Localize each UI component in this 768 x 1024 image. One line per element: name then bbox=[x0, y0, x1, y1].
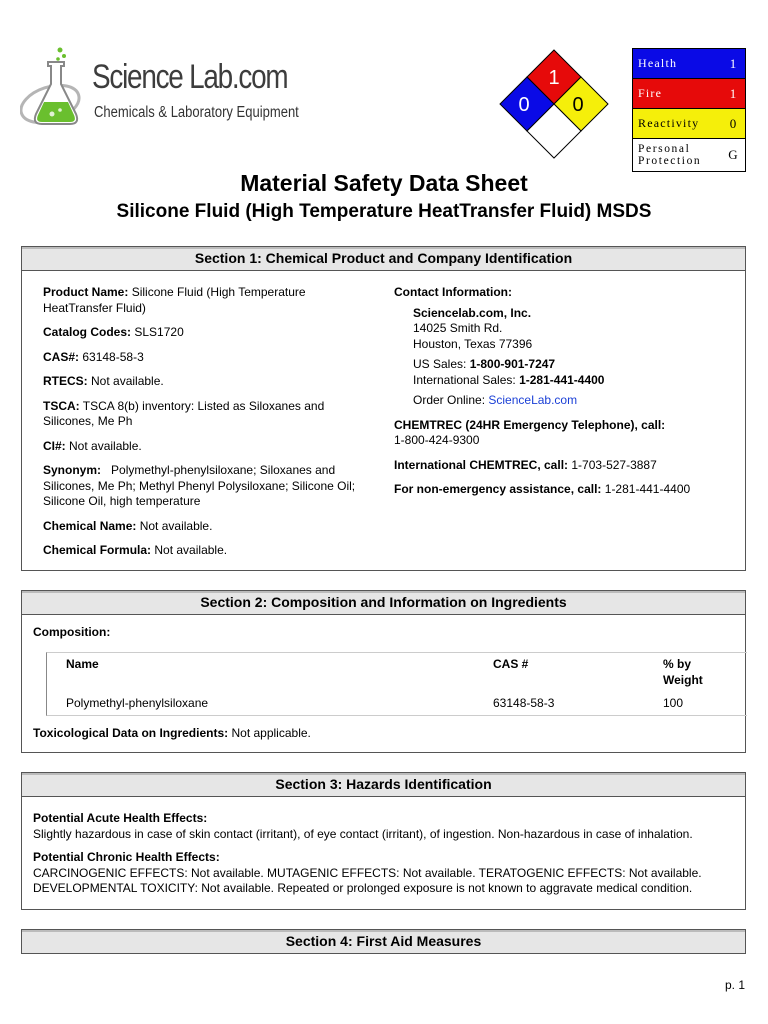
section-3-heading: Section 3: Hazards Identification bbox=[22, 773, 745, 797]
ingredients-header-name: Name bbox=[66, 657, 99, 671]
intl-chemtrec-phone: 1-703-527-3887 bbox=[571, 457, 657, 472]
section-2 bbox=[21, 590, 746, 753]
nfpa-health-value: 0 bbox=[518, 94, 530, 116]
toxicological-data-line bbox=[33, 726, 311, 742]
ci-value: Not available. bbox=[69, 438, 142, 453]
intl-chemtrec-line bbox=[394, 458, 734, 474]
ingredients-header-weight: % by Weight bbox=[663, 657, 703, 687]
intl-sales-line bbox=[413, 373, 734, 389]
chemical-formula-value: Not available. bbox=[154, 543, 228, 557]
section-2-heading: Section 2: Composition and Information on Ingredients bbox=[22, 591, 745, 615]
chemical-formula-field bbox=[43, 543, 373, 559]
section-1-heading: Section 1: Chemical Product and Company Identification bbox=[22, 247, 745, 271]
ingredient-cas-cell: 63148-58-3 bbox=[493, 696, 555, 710]
rtecs-label: RTECS: bbox=[43, 374, 88, 388]
company-street: 14025 Smith Rd. bbox=[413, 321, 503, 335]
hmis-health-label: Health bbox=[638, 56, 678, 70]
hmis-fire-value: 1 bbox=[729, 85, 737, 101]
hmis-health-value: 1 bbox=[729, 55, 737, 71]
toxicological-data-value: Not applicable. bbox=[231, 726, 311, 740]
ingredients-header-cas: CAS # bbox=[493, 657, 529, 671]
nfpa-reactivity-value: 0 bbox=[572, 94, 584, 116]
intl-chemtrec-label: International CHEMTREC, call: bbox=[394, 457, 569, 472]
us-sales-phone: 1-800-901-7247 bbox=[469, 357, 556, 371]
chemtrec-line bbox=[394, 418, 734, 449]
chemtrec-phone: 1-800-424-9300 bbox=[394, 433, 480, 447]
hmis-health-row bbox=[633, 49, 745, 79]
chemical-formula-label: Chemical Formula: bbox=[43, 543, 152, 557]
product-name-field bbox=[43, 285, 373, 316]
company-name: Sciencelab.com, Inc. bbox=[413, 305, 532, 320]
us-sales-label: US Sales: bbox=[413, 357, 467, 371]
rtecs-value: Not available. bbox=[91, 374, 164, 388]
cas-value: 63148-58-3 bbox=[82, 349, 144, 364]
hmis-protection-label bbox=[633, 143, 721, 167]
catalog-codes-field bbox=[43, 325, 373, 341]
nonemergency-line bbox=[394, 482, 734, 498]
hmis-rating-table bbox=[632, 48, 746, 172]
nonemergency-phone: 1-281-441-4400 bbox=[604, 482, 691, 496]
chronic-effects-line-1: CARCINOGENIC EFFECTS: Not available. MUTAGENIC EFFECTS: Not available. TERATOGENIC EFFECTS: Not available. bbox=[33, 865, 702, 880]
nfpa-fire-value: 1 bbox=[548, 67, 560, 89]
section-1 bbox=[21, 246, 746, 571]
hmis-fire-row bbox=[633, 79, 745, 109]
document-subtitle: Silicone Fluid (High Temperature HeatTransfer Fluid) MSDS bbox=[116, 201, 652, 222]
acute-effects-label: Potential Acute Health Effects: bbox=[33, 811, 208, 825]
logo-brand-text: Science Lab.com bbox=[92, 58, 288, 96]
order-online-label: Order Online: bbox=[413, 393, 486, 407]
order-online-link[interactable]: ScienceLab.com bbox=[488, 393, 578, 407]
synonym-field bbox=[43, 463, 373, 510]
ingredient-name-cell: Polymethyl-phenylsiloxane bbox=[66, 696, 209, 710]
rtecs-field bbox=[43, 374, 373, 390]
contact-label: Contact Information: bbox=[394, 285, 512, 299]
section-4 bbox=[21, 929, 746, 954]
hmis-protection-value: G bbox=[728, 147, 738, 162]
toxicological-data-label: Toxicological Data on Ingredients: bbox=[33, 726, 229, 740]
flask-icon bbox=[20, 44, 92, 136]
tsca-field bbox=[43, 399, 373, 430]
hmis-protection-row bbox=[633, 139, 745, 171]
chronic-effects-line-2: DEVELOPMENTAL TOXICITY: Not available. Repeated or prolonged exposure is not known to aggravate medical condition. bbox=[33, 881, 693, 895]
document-title: Material Safety Data Sheet bbox=[240, 170, 528, 196]
ingredients-table bbox=[46, 652, 747, 716]
composition-label: Composition: bbox=[33, 625, 111, 639]
chemical-name-value: Not available. bbox=[139, 518, 213, 533]
ci-label: CI#: bbox=[43, 438, 66, 453]
hmis-fire-label: Fire bbox=[638, 86, 663, 100]
hmis-reactivity-label: Reactivity bbox=[638, 116, 700, 130]
catalog-codes-label: Catalog Codes: bbox=[43, 325, 132, 339]
order-online-line bbox=[413, 393, 734, 409]
tsca-label: TSCA: bbox=[43, 398, 80, 413]
synonym-value: Polymethyl-phenylsiloxane; Siloxanes and Silicones, Me Ph; Methyl Phenyl Polysiloxane; Silicone Oil; Silicone Oil, high temperature bbox=[43, 463, 356, 508]
section-3 bbox=[21, 772, 746, 910]
acute-effects-text: Slightly hazardous in case of skin contact (irritant), of eye contact (irritant), of ingestion. Non-hazardous in case of inhalation. bbox=[33, 826, 693, 841]
intl-sales-label: International Sales: bbox=[413, 372, 516, 387]
hmis-reactivity-row bbox=[633, 109, 745, 139]
chronic-effects-label: Potential Chronic Health Effects: bbox=[33, 850, 220, 864]
hmis-protection-label-line1: Personal bbox=[638, 143, 691, 155]
product-name-value: Silicone Fluid (High Temperature HeatTransfer Fluid) bbox=[43, 285, 306, 315]
chemtrec-label: CHEMTREC (24HR Emergency Telephone), call: bbox=[394, 417, 666, 432]
section-4-heading: Section 4: First Aid Measures bbox=[22, 930, 745, 953]
page-number: p. 1 bbox=[724, 978, 745, 992]
logo-tagline: Chemicals & Laboratory Equipment bbox=[94, 104, 299, 121]
synonym-label: Synonym: bbox=[43, 463, 102, 477]
chemical-name-field bbox=[43, 519, 373, 535]
intl-sales-phone: 1-281-441-4400 bbox=[519, 372, 605, 387]
hmis-reactivity-value: 0 bbox=[729, 115, 737, 131]
chemical-name-label: Chemical Name: bbox=[43, 518, 137, 533]
company-city: Houston, Texas 77396 bbox=[413, 336, 533, 351]
nonemergency-label: For non-emergency assistance, call: bbox=[394, 482, 602, 496]
tsca-value: TSCA 8(b) inventory: Listed as Siloxanes and Silicones, Me Ph bbox=[43, 398, 325, 428]
hmis-protection-label-line2: Protection bbox=[638, 155, 702, 167]
ingredient-weight-cell: 100 bbox=[663, 696, 684, 710]
product-name-label: Product Name: bbox=[43, 285, 129, 299]
cas-field bbox=[43, 350, 373, 366]
nfpa-diamond bbox=[498, 48, 610, 164]
sciencelab-logo bbox=[20, 44, 300, 136]
cas-label: CAS#: bbox=[43, 349, 80, 364]
catalog-codes-value: SLS1720 bbox=[134, 325, 184, 339]
ci-field bbox=[43, 439, 373, 455]
us-sales-line bbox=[413, 357, 734, 373]
